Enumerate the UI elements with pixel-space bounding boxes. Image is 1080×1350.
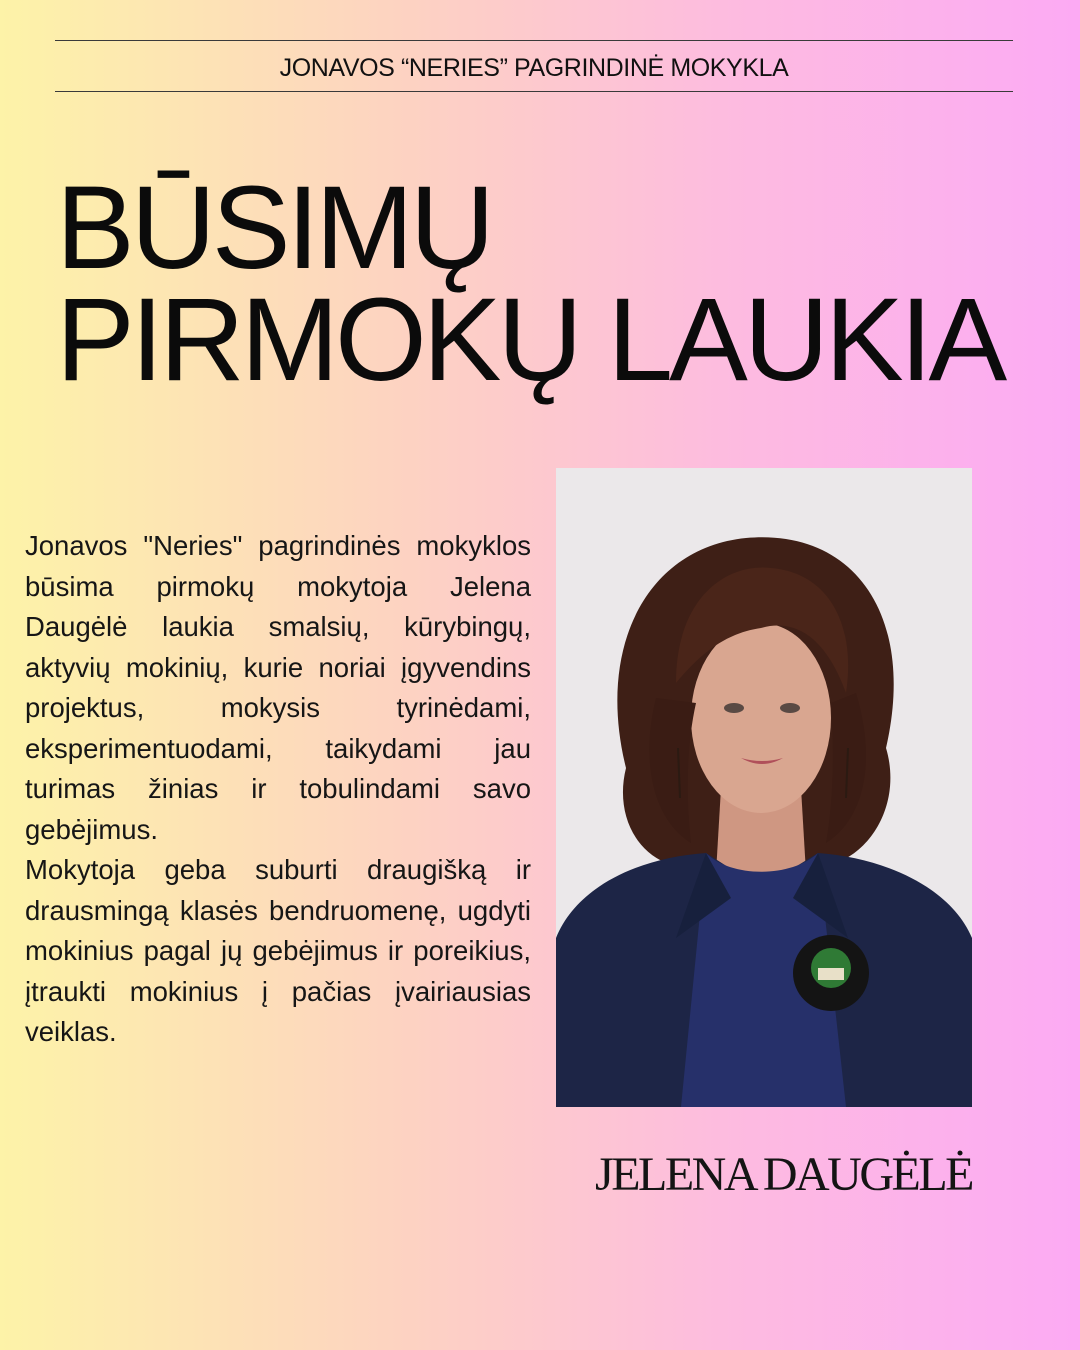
- description-paragraph-1: Jonavos "Neries" pagrindinės mokyklos būsima pirmokų mokytoja Jelena Daugėlė laukia smalsių, kūrybingų, aktyvių mokinių, kurie noriai įgyvendins projektus, mokysis tyrinėdami, eksperimentuodami, taikydami jau turimas žinias ir tobulindami savo gebėjimus.: [25, 530, 531, 845]
- school-name: JONAVOS “NERIES” PAGRINDINĖ MOKYKLA: [279, 54, 789, 82]
- portrait-illustration: [556, 468, 972, 1107]
- teacher-name: JELENA DAUGĖLĖ: [595, 1148, 972, 1201]
- face: [691, 623, 831, 813]
- headline-line-2: PIRMOKŲ LAUKIA: [56, 274, 1004, 406]
- teacher-description: [25, 526, 531, 1053]
- header-bottom-rule: [55, 91, 1013, 92]
- school-badge-book: [818, 968, 844, 980]
- headline-line-1: BŪSIMŲ: [56, 162, 491, 294]
- header-top-rule: [55, 40, 1013, 41]
- right-eye: [780, 703, 800, 713]
- description-paragraph-2: Mokytoja geba suburti draugišką ir drausmingą klasės bendruomenę, ugdyti mokinius pagal jų gebėjimus ir poreikius, įtraukti mokinius į pačias įvairiausias veiklas.: [25, 854, 531, 1047]
- left-eye: [724, 703, 744, 713]
- headline: [56, 162, 1004, 406]
- teacher-photo: [556, 468, 972, 1107]
